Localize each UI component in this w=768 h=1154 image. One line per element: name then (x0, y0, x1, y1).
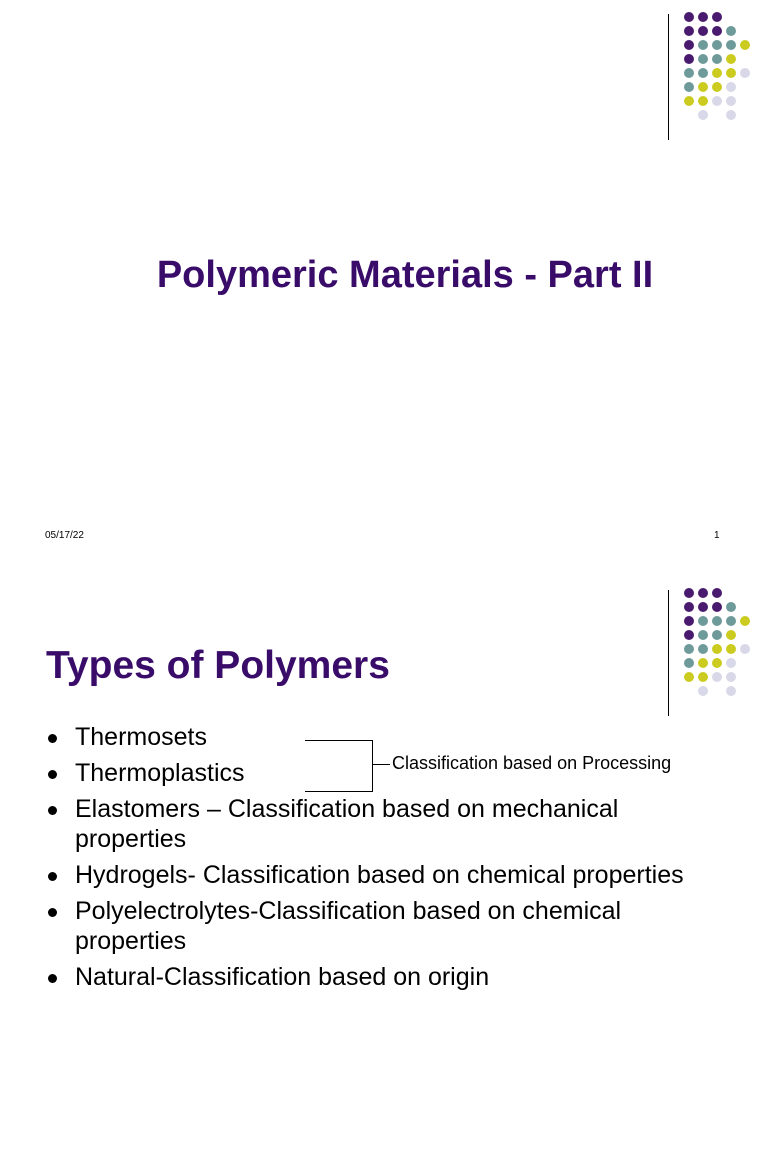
slide-title: Types of Polymers (46, 644, 390, 687)
bullet-icon (48, 908, 57, 917)
list-item (46, 860, 726, 890)
decor-dot (712, 644, 722, 654)
decor-dot (684, 68, 694, 78)
decor-dot (712, 602, 722, 612)
decor-dot (726, 110, 736, 120)
decor-dot (684, 40, 694, 50)
decor-dot (726, 26, 736, 36)
decor-dot (712, 12, 722, 22)
decor-dot (698, 54, 708, 64)
bullet-icon (48, 770, 57, 779)
decor-dot (684, 644, 694, 654)
decor-dot (726, 658, 736, 668)
content-slide (0, 578, 768, 1154)
list-item (46, 962, 726, 992)
bullet-text: Natural-Classification based on origin (75, 963, 490, 991)
decor-dot (698, 26, 708, 36)
decor-dot (698, 602, 708, 612)
decor-dot (684, 672, 694, 682)
decor-dot (712, 82, 722, 92)
bullet-text: Thermosets (75, 723, 207, 751)
decor-vertical-line (668, 590, 669, 716)
bullet-icon (48, 806, 57, 815)
decor-dot (726, 644, 736, 654)
decor-dot (698, 12, 708, 22)
decor-dot (698, 68, 708, 78)
decor-dot (698, 40, 708, 50)
decor-dot (726, 630, 736, 640)
decor-dot (698, 686, 708, 696)
decor-dot (726, 40, 736, 50)
list-item (46, 794, 726, 854)
decor-dot (698, 82, 708, 92)
decor-dot (684, 658, 694, 668)
list-item (46, 722, 726, 752)
bullet-icon (48, 974, 57, 983)
slide-title: Polymeric Materials - Part II (156, 254, 654, 296)
slide-date: 05/17/22 (45, 530, 84, 541)
decor-dot (712, 68, 722, 78)
decor-dot (684, 616, 694, 626)
decor-dot (726, 672, 736, 682)
bullet-text: Hydrogels- Classification based on chemical properties (75, 861, 684, 889)
title-slide (0, 0, 768, 576)
decor-dot (698, 616, 708, 626)
bracket-note: Classification based on Processing (392, 753, 672, 773)
bracket-connector (305, 740, 373, 792)
bullet-text: Elastomers – Classification based on mechanical properties (75, 795, 619, 853)
decor-dot (712, 96, 722, 106)
decor-dot (712, 54, 722, 64)
slide-number: 1 (714, 530, 720, 541)
decor-dot (684, 26, 694, 36)
decor-dot (726, 616, 736, 626)
decor-dot (684, 630, 694, 640)
decor-dot (740, 616, 750, 626)
decor-dot (698, 658, 708, 668)
decor-dot (740, 68, 750, 78)
bullet-text: Thermoplastics (75, 759, 245, 787)
decor-dot (698, 110, 708, 120)
decor-dot (698, 588, 708, 598)
bullet-text: Polyelectrolytes-Classification based on chemical properties (75, 897, 622, 955)
decor-vertical-line (668, 14, 669, 140)
decor-dot (684, 54, 694, 64)
decor-dot (726, 686, 736, 696)
decor-dot (684, 96, 694, 106)
decor-dot (740, 40, 750, 50)
decor-dot (684, 588, 694, 598)
decor-dot (712, 26, 722, 36)
decor-dot (726, 602, 736, 612)
decor-dot (698, 96, 708, 106)
bullet-icon (48, 872, 57, 881)
decor-dot (712, 616, 722, 626)
bracket-tail (372, 764, 390, 765)
decor-dot (726, 96, 736, 106)
decor-dot (726, 82, 736, 92)
list-item (46, 896, 726, 956)
decor-dot (712, 658, 722, 668)
decor-dot (712, 630, 722, 640)
decor-dot (740, 644, 750, 654)
decor-dot (698, 644, 708, 654)
decor-dot (712, 672, 722, 682)
decor-dot (684, 12, 694, 22)
decor-dot (698, 672, 708, 682)
decor-dot (726, 54, 736, 64)
bullet-icon (48, 734, 57, 743)
decor-dot (712, 40, 722, 50)
decor-dot (712, 588, 722, 598)
decor-dot (726, 68, 736, 78)
decor-dot (684, 82, 694, 92)
decor-dot (698, 630, 708, 640)
decor-dot (684, 602, 694, 612)
